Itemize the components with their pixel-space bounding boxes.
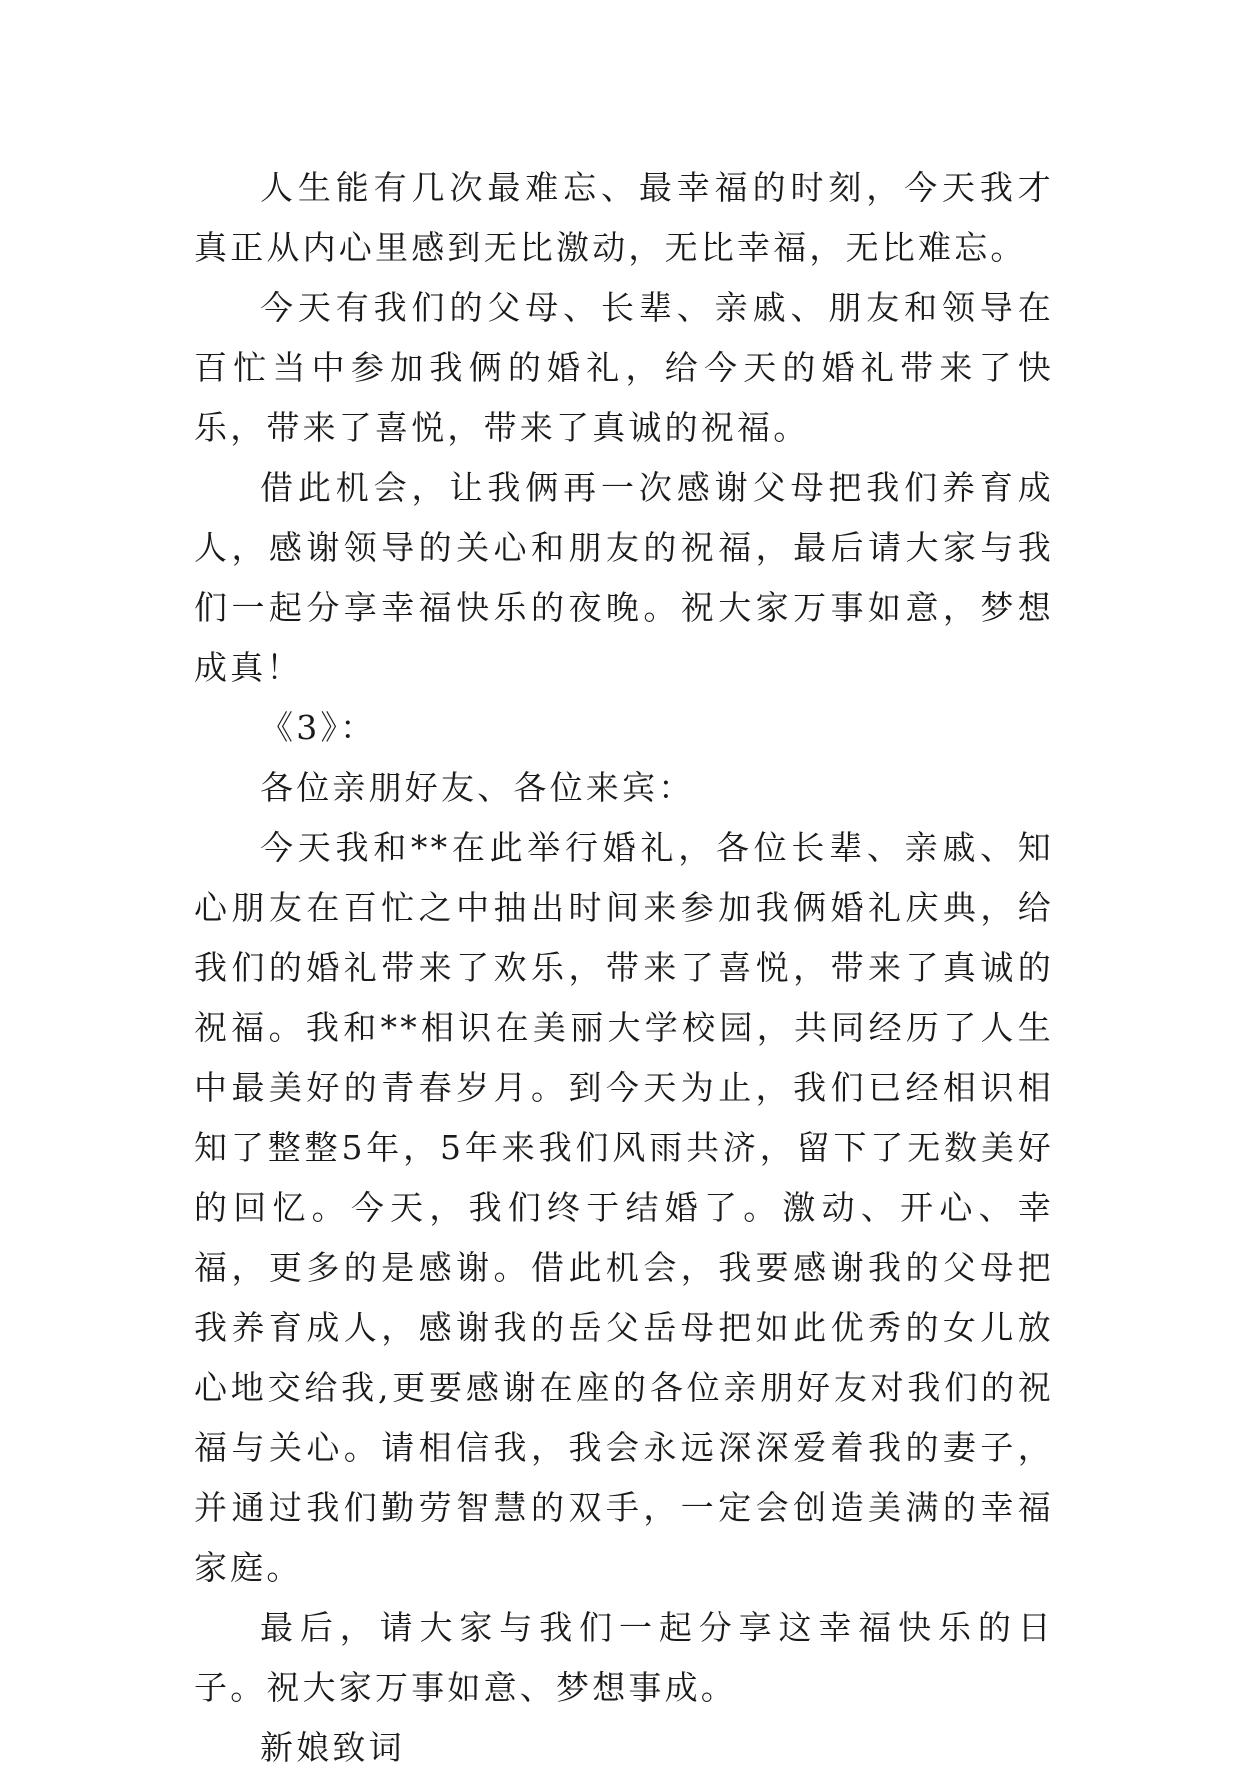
section-heading: 新娘致词 bbox=[260, 1728, 405, 1767]
section-number: 《3》： bbox=[260, 708, 377, 747]
paragraph-2: 今天有我们的父母、长辈、亲戚、朋友和领导在百忙当中参加我俩的婚礼，给今天的婚礼带来了快乐，带来了喜悦，带来了真诚的祝福。 bbox=[194, 288, 1054, 447]
document-body bbox=[194, 158, 1054, 1778]
paragraph-4: 今天我和**在此举行婚礼，各位长辈、亲戚、知心朋友在百忙之中抽出时间来参加我俩婚礼庆典，给我们的婚礼带来了欢乐，带来了喜悦，带来了真诚的祝福。我和**相识在美丽大学校园，共同经历了人生中最美好的青春岁月。到今天为止，我们已经相识相知了整整5年，5年来我们风雨共济，留下了无数美好的回忆。今天，我们终于结婚了。激动、开心、幸福，更多的是感谢。借此机会，我要感谢我的父母把我养育成人，感谢我的岳父岳母把如此优秀的女儿放心地交给我,更要感谢在座的各位亲朋好友对我们的祝福与关心。请相信我，我会永远深深爱着我的妻子，并通过我们勤劳智慧的双手，一定会创造美满的幸福家庭。 bbox=[194, 828, 1054, 1587]
salutation: 各位亲朋好友、各位来宾： bbox=[260, 768, 695, 807]
paragraph-3: 借此机会，让我俩再一次感谢父母把我们养育成人，感谢领导的关心和朋友的祝福，最后请大家与我们一起分享幸福快乐的夜晚。祝大家万事如意，梦想成真！ bbox=[194, 468, 1054, 687]
paragraph-1: 人生能有几次最难忘、最幸福的时刻，今天我才真正从内心里感到无比激动，无比幸福，无比难忘。 bbox=[194, 168, 1054, 267]
paragraph-5: 最后，请大家与我们一起分享这幸福快乐的日子。祝大家万事如意、梦想事成。 bbox=[194, 1608, 1054, 1707]
